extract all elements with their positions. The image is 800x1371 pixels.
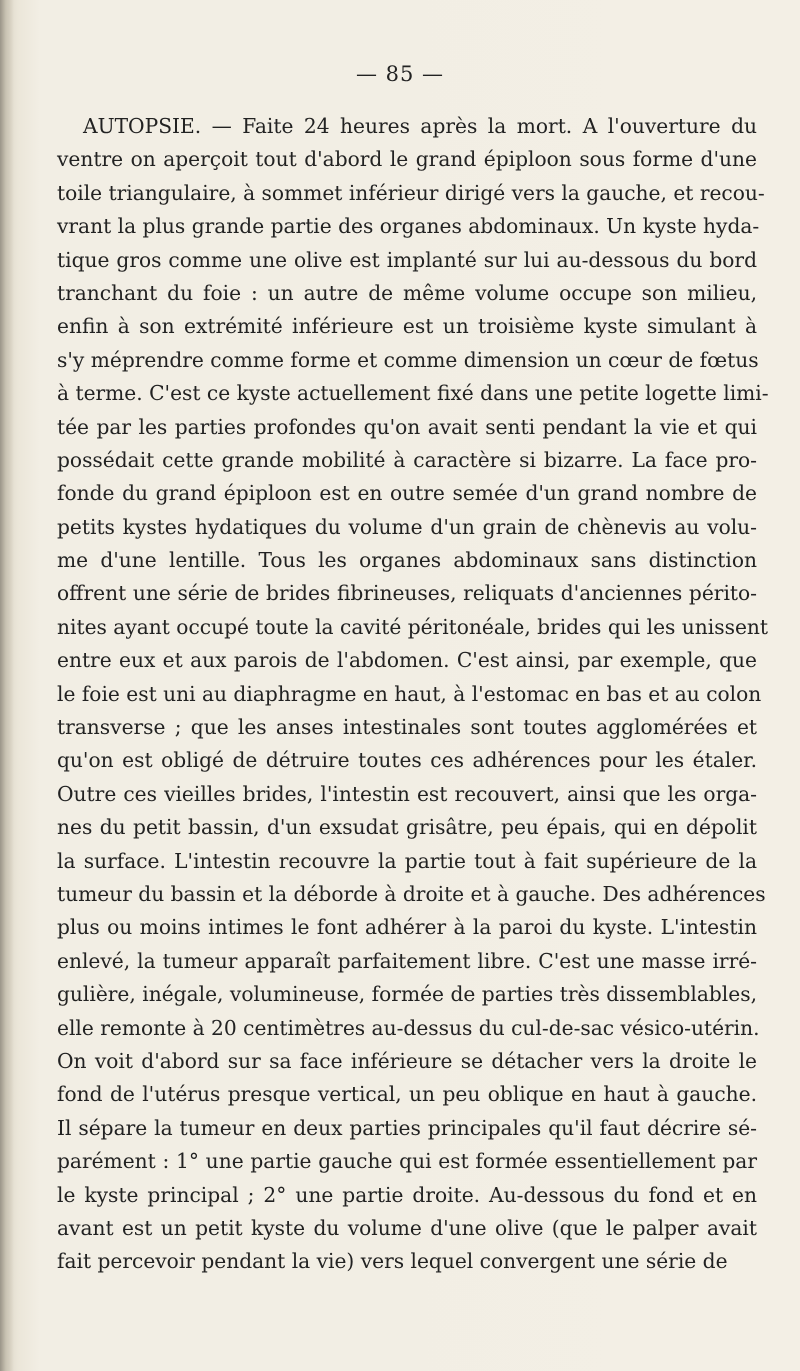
text-line: ventre on aperçoit tout d'abord le grand épiploon sous forme d'une	[57, 147, 757, 172]
text-line: possédait cette grande mobilité à caractère si bizarre. La face pro-	[57, 447, 757, 472]
text-line: parément : 1° une partie gauche qui est formée essentiellement par	[57, 1149, 757, 1174]
page-number: — 85 —	[355, 62, 445, 86]
text-line: tique gros comme une olive est implanté sur lui au-dessous du bord	[57, 247, 757, 272]
text-line: Il sépare la tumeur en deux parties principales qu'il faut décrire sé-	[57, 1115, 757, 1140]
text-line: tée par les parties profondes qu'on avait senti pendant la vie et qui	[57, 414, 757, 439]
text-line: elle remonte à 20 centimètres au-dessus du cul-de-sac vésico-utérin.	[57, 1015, 760, 1040]
text-line: enlevé, la tumeur apparaît parfaitement libre. C'est une masse irré-	[57, 948, 757, 973]
text-line: tranchant du foie : un autre de même volume occupe son milieu,	[57, 280, 757, 305]
text-line: à terme. C'est ce kyste actuellement fixé dans une petite logette limi-	[57, 381, 769, 406]
text-line: Outre ces vieilles brides, l'intestin est recouvert, ainsi que les orga-	[57, 781, 757, 806]
text-line: fond de l'utérus presque vertical, un peu oblique en haut à gauche.	[57, 1082, 757, 1107]
text-line: me d'une lentille. Tous les organes abdominaux sans distinction	[57, 548, 757, 573]
text-line: gulière, inégale, volumineuse, formée de parties très dissemblables,	[57, 982, 757, 1007]
text-line: s'y méprendre comme forme et comme dimension un cœur de fœtus	[57, 347, 759, 372]
text-line: fait percevoir pendant la vie) vers lequel convergent une série de	[57, 1249, 728, 1274]
text-line: offrent une série de brides fibrineuses, reliquats d'anciennes périto-	[57, 581, 757, 606]
text-line: On voit d'abord sur sa face inférieure se détacher vers la droite le	[57, 1048, 757, 1073]
text-line: qu'on est obligé de détruire toutes ces adhérences pour les étaler.	[57, 748, 757, 773]
text-line: avant est un petit kyste du volume d'une olive (que le palper avait	[57, 1215, 757, 1240]
text-line: enfin à son extrémité inférieure est un troisième kyste simulant à	[57, 314, 757, 339]
text-line: le kyste principal ; 2° une partie droite. Au-dessous du fond et en	[57, 1182, 757, 1207]
text-line: le foie est uni au diaphragme en haut, à l'estomac en bas et au colon	[57, 681, 762, 706]
autopsy-paragraph	[57, 110, 769, 1279]
text-line: la surface. L'intestin recouvre la partie tout à fait supérieure de la	[57, 848, 757, 873]
text-line: tumeur du bassin et la déborde à droite et à gauche. Des adhérences	[57, 881, 766, 906]
text-line: fonde du grand épiploon est en outre semée d'un grand nombre de	[57, 481, 757, 506]
text-line: transverse ; que les anses intestinales sont toutes agglomérées et	[57, 715, 757, 740]
text-line: entre eux et aux parois de l'abdomen. C'est ainsi, par exemple, que	[57, 648, 757, 673]
text-line: toile triangulaire, à sommet inférieur dirigé vers la gauche, et recou-	[57, 180, 765, 205]
text-line: plus ou moins intimes le font adhérer à la paroi du kyste. L'intestin	[57, 915, 757, 940]
text-line: AUTOPSIE. — Faite 24 heures après la mort. A l'ouverture du	[83, 114, 757, 138]
binding-edge	[0, 0, 14, 1371]
text-line: petits kystes hydatiques du volume d'un grain de chènevis au volu-	[57, 514, 757, 539]
text-line: vrant la plus grande partie des organes abdominaux. Un kyste hyda-	[57, 214, 760, 239]
text-line: nes du petit bassin, d'un exsudat grisâtre, peu épais, qui en dépolit	[57, 815, 757, 840]
text-line: nites ayant occupé toute la cavité péritonéale, brides qui les unissent	[57, 614, 769, 639]
